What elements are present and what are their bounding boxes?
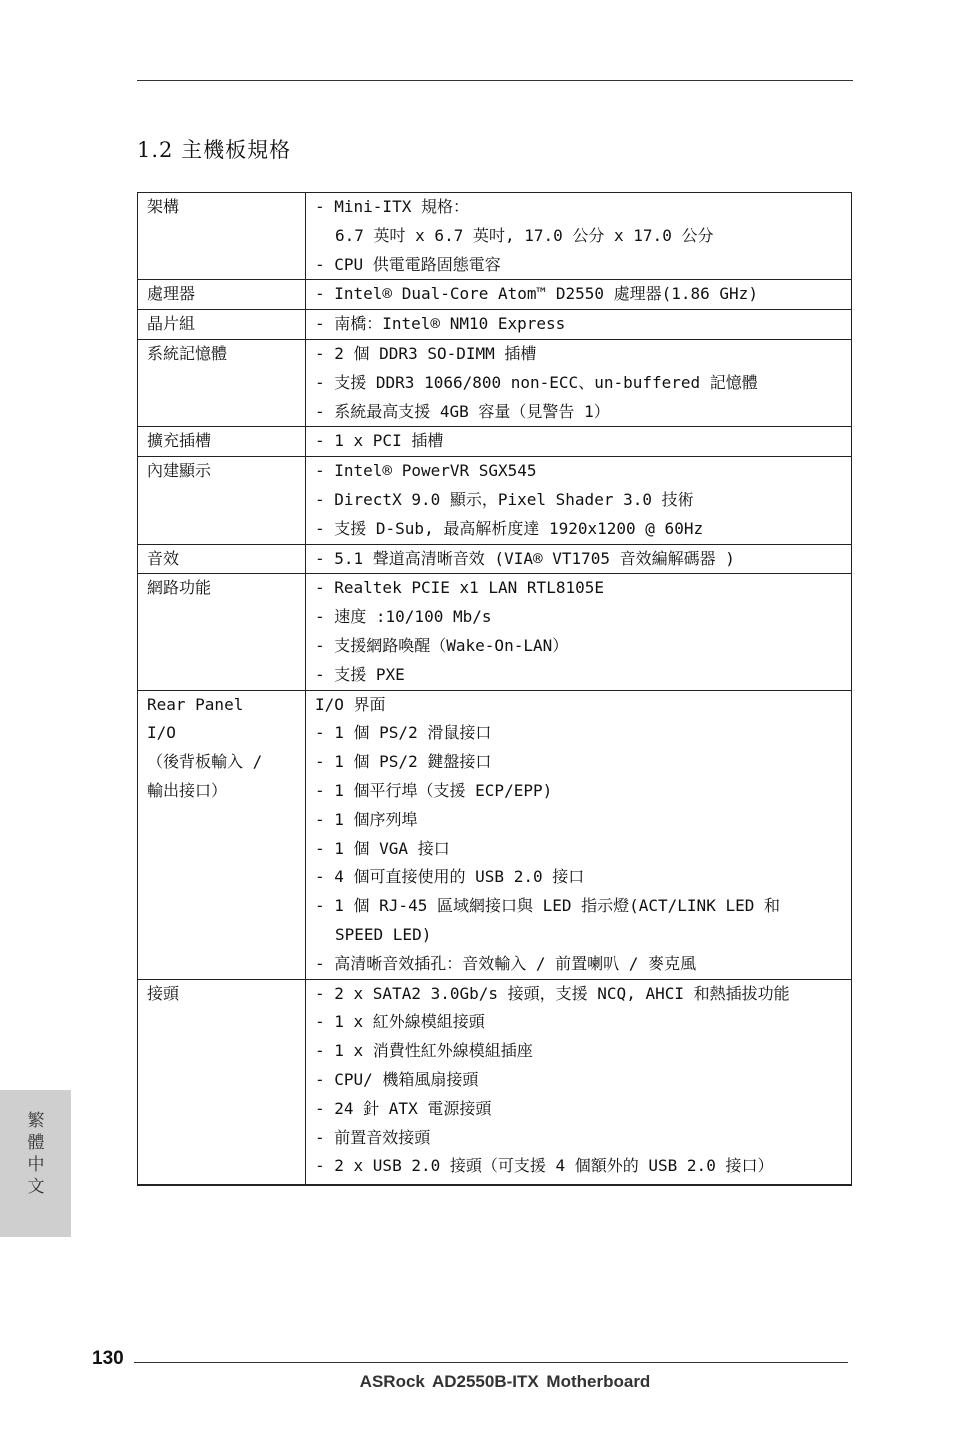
row-value xyxy=(306,544,852,574)
label-line: I/O xyxy=(147,723,176,743)
spec-line: - 5.1 聲道高清晰音效 (VIA® VT1705 音效編解碼器 ) xyxy=(315,548,735,568)
row-label xyxy=(138,339,306,426)
section-title: 1.2 主機板規格 xyxy=(137,138,292,162)
spec-line: - 2 個 DDR3 SO-DIMM 插槽 xyxy=(315,343,537,363)
table-row xyxy=(138,979,852,1185)
spec-line: - Mini-ITX 規格： xyxy=(315,197,469,216)
table-row xyxy=(138,339,852,426)
row-label xyxy=(138,193,306,280)
spec-line: - Intel® PowerVR SGX545 xyxy=(315,461,537,481)
row-label xyxy=(138,457,306,544)
label-line: 輸出接口） xyxy=(147,780,228,800)
table-row xyxy=(138,193,852,280)
row-label xyxy=(138,690,306,979)
table-row xyxy=(138,457,852,544)
row-label xyxy=(138,310,306,340)
row-value xyxy=(306,979,852,1185)
label-line: 擴充插槽 xyxy=(147,431,212,451)
spec-line: - 2 x USB 2.0 接頭（可支援 4 個額外的 USB 2.0 接口） xyxy=(315,1156,774,1176)
spec-line: - 1 個 PS/2 滑鼠接口 xyxy=(315,723,492,743)
spec-line: - 1 個 RJ-45 區域網接口與 LED 指示燈(ACT/LINK LED 和 xyxy=(315,896,780,916)
row-label xyxy=(138,427,306,457)
language-side-tab xyxy=(0,1090,71,1237)
row-value xyxy=(306,457,852,544)
spec-line: - 1 個 VGA 接口 xyxy=(315,838,450,858)
spec-line: - 1 x 紅外線模組接頭 xyxy=(315,1012,485,1032)
spec-line: - 24 針 ATX 電源接頭 xyxy=(315,1098,492,1118)
row-value xyxy=(306,427,852,457)
table-row xyxy=(138,544,852,574)
spec-line: 6.7 英吋 x 6.7 英吋, 17.0 公分 x 17.0 公分 xyxy=(335,225,714,245)
table-row xyxy=(138,427,852,457)
spec-line: - 1 x PCI 插槽 xyxy=(315,431,444,451)
row-value xyxy=(306,193,852,280)
label-line: 晶片組 xyxy=(147,314,196,334)
label-line: 內建顯示 xyxy=(147,461,212,481)
spec-line: - CPU 供電電路固態電容 xyxy=(315,254,501,274)
label-line: （後背板輸入 / xyxy=(147,752,263,772)
label-line: 網路功能 xyxy=(147,578,212,598)
spec-line: - 4 個可直接使用的 USB 2.0 接口 xyxy=(315,867,585,887)
spec-line: - 支援 DDR3 1066/800 non-ECC、un-buffered 記憶體 xyxy=(315,372,758,392)
spec-line: - 南橋：Intel® NM10 Express xyxy=(315,314,566,334)
spec-line: - CPU/ 機箱風扇接頭 xyxy=(315,1069,479,1089)
row-label xyxy=(138,544,306,574)
row-label xyxy=(138,574,306,690)
table-row xyxy=(138,574,852,690)
row-value xyxy=(306,339,852,426)
spec-line: - 1 個序列埠 xyxy=(315,809,418,829)
spec-line: SPEED LED) xyxy=(335,924,432,944)
spec-line: - 2 x SATA2 3.0Gb/s 接頭，支援 NCQ, AHCI 和熱插拔功能 xyxy=(315,983,790,1003)
spec-line: - 前置音效接頭 xyxy=(315,1127,431,1147)
spec-line: - 1 x 消費性紅外線模組插座 xyxy=(315,1041,533,1061)
label-line: 音效 xyxy=(147,548,180,568)
row-label xyxy=(138,979,306,1185)
spec-line: - Intel® Dual-Core Atom™ D2550 處理器(1.86 GHz) xyxy=(315,284,758,304)
spec-table xyxy=(137,192,852,1186)
table-row xyxy=(138,280,852,310)
footer-product-title: ASRock AD2550B-ITX Motherboard xyxy=(359,1372,651,1391)
spec-line: - Realtek PCIE x1 LAN RTL8105E xyxy=(315,578,604,598)
label-line: 處理器 xyxy=(147,284,196,304)
spec-line: - 支援 PXE xyxy=(315,664,405,684)
row-value xyxy=(306,280,852,310)
spec-line: - 速度 :10/100 Mb/s xyxy=(315,607,492,627)
spec-line: - 系統最高支援 4GB 容量（見警告 1） xyxy=(315,401,610,421)
label-line: 系統記憶體 xyxy=(147,343,228,363)
side-tab-label: 繁體中文 xyxy=(27,1111,45,1197)
page-number: 130 xyxy=(92,1348,124,1369)
table-row xyxy=(138,690,852,979)
spec-line: - 支援 D-Sub, 最高解析度達 1920x1200 @ 60Hz xyxy=(315,518,704,538)
spec-line: - 1 個平行埠（支援 ECP/EPP) xyxy=(315,780,553,800)
spec-line: - 支援網路喚醒（Wake-On-LAN） xyxy=(315,635,569,655)
spec-line: I/O 界面 xyxy=(315,694,386,714)
label-line: 架構 xyxy=(147,197,180,216)
bottom-rule xyxy=(134,1362,848,1363)
label-line: Rear Panel xyxy=(147,694,244,714)
row-value xyxy=(306,310,852,340)
table-row xyxy=(138,310,852,340)
spec-line: - 高清晰音效插孔：音效輸入 / 前置喇叭 / 麥克風 xyxy=(315,953,697,973)
row-value xyxy=(306,690,852,979)
spec-line: - DirectX 9.0 顯示，Pixel Shader 3.0 技術 xyxy=(315,489,694,509)
row-value xyxy=(306,574,852,690)
row-label xyxy=(138,280,306,310)
label-line: 接頭 xyxy=(147,983,180,1003)
spec-line: - 1 個 PS/2 鍵盤接口 xyxy=(315,752,492,772)
top-rule xyxy=(137,80,853,81)
